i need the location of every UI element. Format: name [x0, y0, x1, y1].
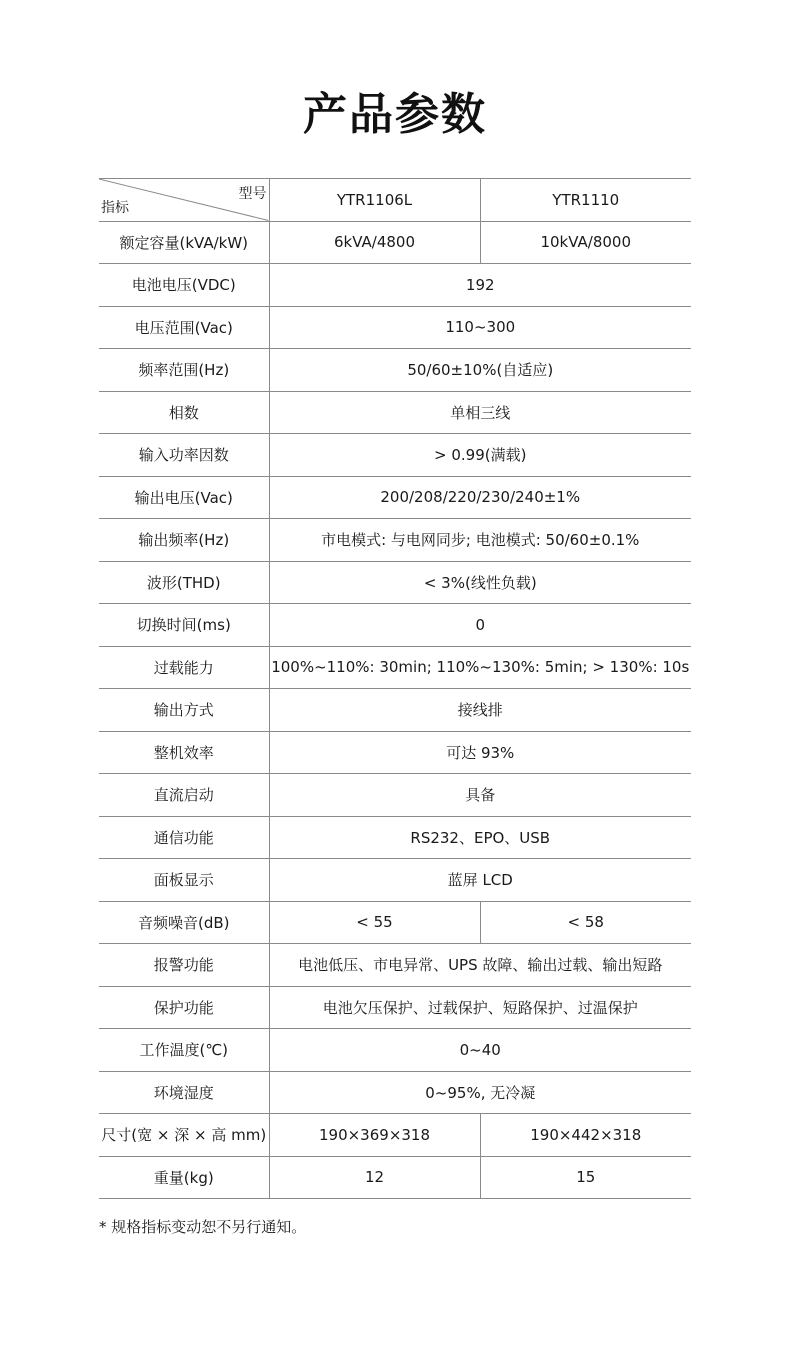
row-label: 波形(THD): [99, 561, 269, 604]
row-label: 面板显示: [99, 859, 269, 902]
row-label: 音频噪音(dB): [99, 901, 269, 944]
table-row: [99, 731, 691, 774]
index-header-label: 指标: [101, 199, 129, 216]
table-row: [99, 264, 691, 307]
row-value: > 0.99(满载): [269, 434, 691, 477]
footnote: * 规格指标变动恕不另行通知。: [99, 1218, 307, 1236]
spec-table: [99, 178, 691, 1199]
row-label: 输出电压(Vac): [99, 476, 269, 519]
table-row: [99, 1029, 691, 1072]
table-row: [99, 604, 691, 647]
row-label: 过载能力: [99, 646, 269, 689]
row-value: 200/208/220/230/240±1%: [269, 476, 691, 519]
row-value: < 3%(线性负载): [269, 561, 691, 604]
row-value: 单相三线: [269, 391, 691, 434]
row-label: 相数: [99, 391, 269, 434]
row-value-model-b: < 58: [480, 901, 691, 944]
model-header-label: 型号: [238, 186, 267, 202]
row-value-model-a: < 55: [269, 901, 480, 944]
row-value: 192: [269, 264, 691, 307]
table-row: [99, 1071, 691, 1114]
row-value: RS232、EPO、USB: [269, 816, 691, 859]
row-label: 环境湿度: [99, 1071, 269, 1114]
table-row: [99, 646, 691, 689]
table-row: [99, 476, 691, 519]
row-value: 0: [269, 604, 691, 647]
table-row: [99, 1114, 691, 1157]
row-label: 输出方式: [99, 689, 269, 732]
row-label: 电池电压(VDC): [99, 264, 269, 307]
table-row: [99, 986, 691, 1029]
page-title: 产品参数: [303, 89, 487, 140]
row-label: 电压范围(Vac): [99, 306, 269, 349]
row-value: 50/60±10%(自适应): [269, 349, 691, 392]
row-value-model-b: 190×442×318: [480, 1114, 691, 1157]
table-header-row: [99, 179, 691, 222]
row-label: 工作温度(℃): [99, 1029, 269, 1072]
table-row: [99, 901, 691, 944]
row-label: 输入功率因数: [99, 434, 269, 477]
table-row: [99, 391, 691, 434]
table-row: [99, 221, 691, 264]
table-row: [99, 434, 691, 477]
table-row: [99, 859, 691, 902]
table-row: [99, 349, 691, 392]
row-label: 重量(kg): [99, 1156, 269, 1199]
table-row: [99, 561, 691, 604]
table-row: [99, 306, 691, 349]
model-a-header: YTR1106L: [269, 179, 480, 222]
row-label: 通信功能: [99, 816, 269, 859]
row-value: 蓝屏 LCD: [269, 859, 691, 902]
row-label: 频率范围(Hz): [99, 349, 269, 392]
row-value-model-b: 10kVA/8000: [480, 221, 691, 264]
row-value: 市电模式: 与电网同步; 电池模式: 50/60±0.1%: [269, 519, 691, 562]
row-value: 具备: [269, 774, 691, 817]
row-label: 报警功能: [99, 944, 269, 987]
table-row: [99, 1156, 691, 1199]
diagonal-header-cell: [99, 179, 269, 222]
table-row: [99, 519, 691, 562]
row-value-model-b: 15: [480, 1156, 691, 1199]
row-value: 电池低压、市电异常、UPS 故障、输出过载、输出短路: [269, 944, 691, 987]
row-value-model-a: 12: [269, 1156, 480, 1199]
row-value-model-a: 6kVA/4800: [269, 221, 480, 264]
table-row: [99, 944, 691, 987]
row-label: 输出频率(Hz): [99, 519, 269, 562]
row-value: 接线排: [269, 689, 691, 732]
row-label: 保护功能: [99, 986, 269, 1029]
row-label: 额定容量(kVA/kW): [99, 221, 269, 264]
row-value: 110~300: [269, 306, 691, 349]
row-value: 0~95%, 无冷凝: [269, 1071, 691, 1114]
row-value: 100%~110%: 30min; 110%~130%: 5min; > 130%: 10s: [269, 646, 691, 689]
row-value-model-a: 190×369×318: [269, 1114, 480, 1157]
row-value: 电池欠压保护、过载保护、短路保护、过温保护: [269, 986, 691, 1029]
row-value: 0~40: [269, 1029, 691, 1072]
row-label: 整机效率: [99, 731, 269, 774]
row-label: 直流启动: [99, 774, 269, 817]
row-label: 尺寸(宽 × 深 × 高 mm): [99, 1114, 269, 1157]
row-value: 可达 93%: [269, 731, 691, 774]
table-row: [99, 816, 691, 859]
spec-table-body: [99, 179, 691, 1199]
table-row: [99, 774, 691, 817]
model-b-header: YTR1110: [480, 179, 691, 222]
row-label: 切换时间(ms): [99, 604, 269, 647]
table-row: [99, 689, 691, 732]
